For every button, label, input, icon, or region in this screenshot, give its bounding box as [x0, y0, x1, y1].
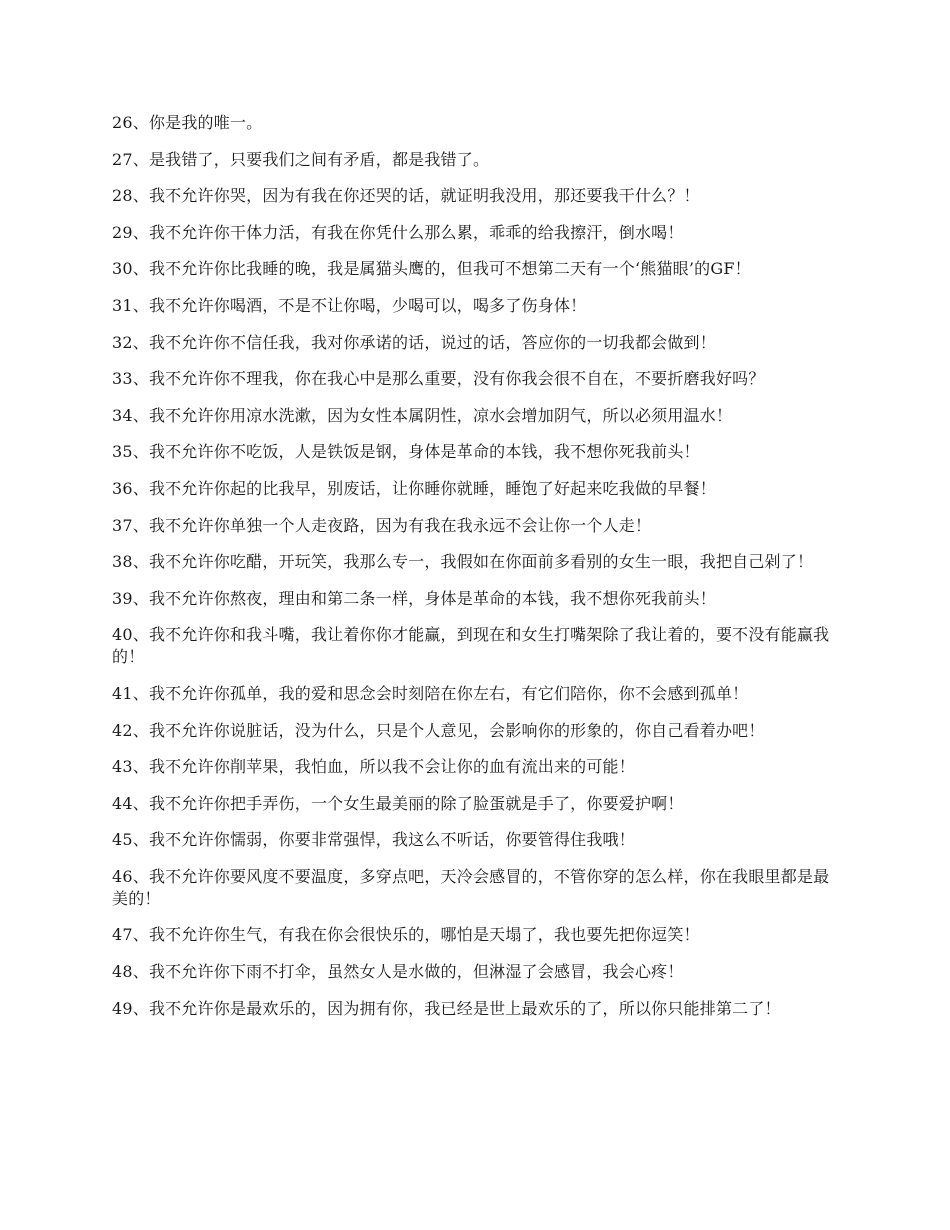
list-item: 45、我不允许你懦弱，你要非常强悍，我这么不听话，你要管得住我哦！	[112, 830, 635, 850]
list-item: 32、我不允许你不信任我，我对你承诺的话，说过的话，答应你的一切我都会做到！	[112, 332, 716, 352]
list-item: 28、我不允许你哭，因为有我在你还哭的话，就证明我没用，那还要我干什么？！	[112, 186, 700, 206]
list-item: 36、我不允许你起的比我早，别废话，让你睡你就睡，睡饱了好起来吃我做的早餐！	[112, 478, 716, 498]
list-item: 26、你是我的唯一。	[112, 113, 263, 132]
list-item: 41、我不允许你孤单，我的爱和思念会时刻陪在你左右，有它们陪你，你不会感到孤单！	[112, 683, 749, 703]
list-item: 47、我不允许你生气，有我在你会很快乐的，哪怕是天塌了，我也要先把你逗笑！	[112, 925, 700, 945]
list-item: 39、我不允许你熬夜，理由和第二条一样，身体是革命的本钱，我不想你死我前头！	[112, 588, 716, 608]
list-item: 42、我不允许你说脏话，没为什么，只是个人意见，会影响你的形象的，你自己看着办吧！	[112, 720, 765, 740]
list-item: 35、我不允许你不吃饭，人是铁饭是钢，身体是革命的本钱，我不想你死我前头！	[112, 442, 700, 462]
list-item: 44、我不允许你把手弄伤，一个女生最美丽的除了脸蛋就是手了，你要爱护啊！	[112, 793, 684, 813]
list-item: 46、我不允许你要风度不要温度，多穿点吧，天冷会感冒的，不管你穿的怎么样，你在我眼里都是最美的！	[112, 866, 830, 908]
list-item: 43、我不允许你削苹果，我怕血，所以我不会让你的血有流出来的可能！	[112, 757, 635, 777]
list-item: 48、我不允许你下雨不打伞，虽然女人是水做的，但淋湿了会感冒，我会心疼！	[112, 962, 684, 982]
list-item: 31、我不允许你喝酒，不是不让你喝，少喝可以，喝多了伤身体！	[112, 295, 587, 315]
numbered-list	[112, 112, 838, 1020]
list-item: 27、是我错了，只要我们之间有矛盾，都是我错了。	[112, 149, 490, 169]
list-item: 37、我不允许你单独一个人走夜路，因为有我在我永远不会让你一个人走！	[112, 515, 652, 535]
list-item: 29、我不允许你干体力活，有我在你凭什么那么累，乖乖的给我擦汗，倒水喝！	[112, 222, 684, 242]
list-item: 30、我不允许你比我睡的晚，我是属猫头鹰的，但我可不想第二天有一个‘熊猫眼’的GF！	[112, 259, 751, 279]
list-item: 38、我不允许你吃醋，开玩笑，我那么专一，我假如在你面前多看别的女生一眼，我把自己剁了！	[112, 552, 814, 572]
list-item: 40、我不允许你和我斗嘴，我让着你你才能赢，到现在和女生打嘴架除了我让着的，要不没有能赢我的！	[112, 625, 830, 667]
list-item: 33、我不允许你不理我，你在我心中是那么重要，没有你我会很不自在，不要折磨我好吗？	[112, 369, 765, 389]
list-item: 34、我不允许你用凉水洗漱，因为女性本属阴性，凉水会增加阴气，所以必须用温水！	[112, 405, 733, 425]
list-item: 49、我不允许你是最欢乐的，因为拥有你，我已经是世上最欢乐的了，所以你只能排第二了！	[112, 998, 781, 1018]
